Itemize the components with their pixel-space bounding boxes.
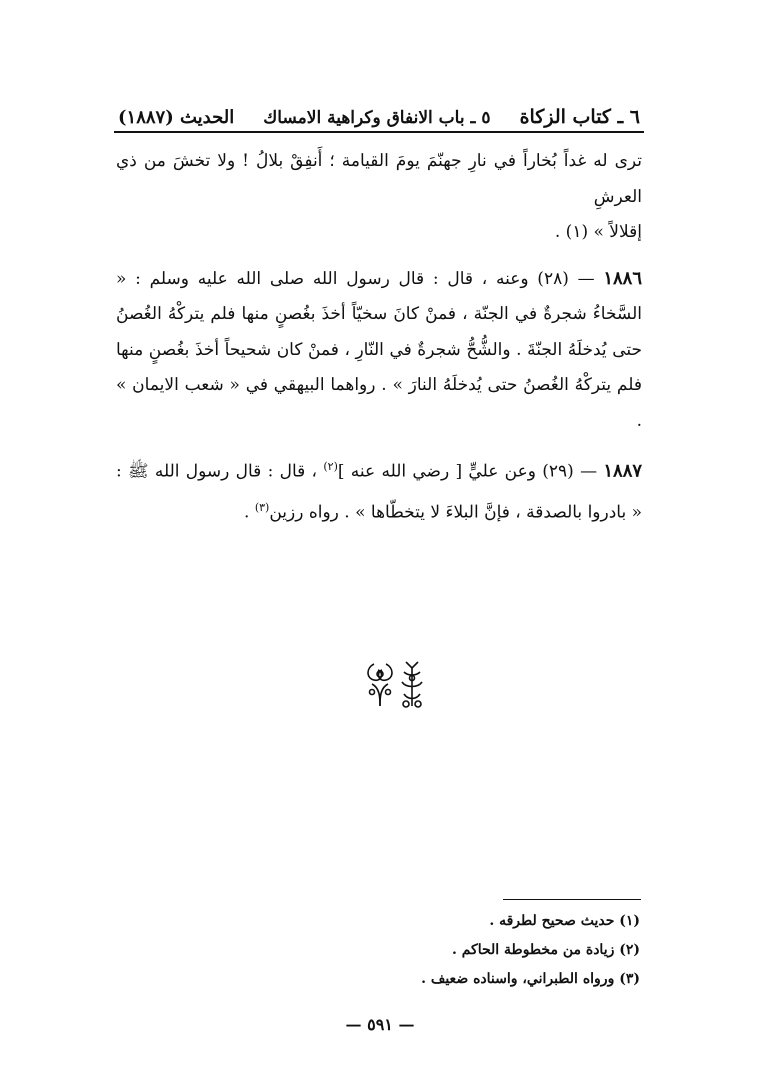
- footnote-2: (٢) زيادة من مخطوطة الحاكم .: [451, 942, 640, 958]
- footnote-ref-3: (٣): [254, 501, 270, 515]
- header-book-title: ٦ ـ كتاب الزكاة: [519, 106, 640, 128]
- hadith-1887-separator: —: [580, 461, 598, 482]
- hadith-1887-number: ١٨٨٧: [603, 460, 643, 482]
- hadith-1887-text-b: ، قال : قال رسول الله ﷺ : « بادروا بالصدقة ، فإنَّ البلاءَ لا يتخطّاها » . رواه رزين: [116, 461, 642, 523]
- header-rule: [114, 131, 644, 133]
- running-header: [118, 92, 640, 128]
- page-number: — ٥٩١ —: [345, 1015, 415, 1034]
- hadith-1886-separator: —: [577, 268, 595, 289]
- footnote-3: (٣) ورواه الطبراني، واسناده ضعيف .: [421, 971, 640, 987]
- header-hadith-number: الحديث (١٨٨٧): [118, 107, 235, 128]
- hadith-1887-text-a: (٢٩) وعن عليٍّ [ رضي الله عنه ]: [337, 461, 574, 482]
- hadith-1886: [116, 261, 642, 440]
- hadith-1887: [116, 449, 642, 531]
- footnote-ref-2: (٢): [323, 460, 338, 473]
- hadith-1886-number: ١٨٨٦: [603, 267, 642, 289]
- header-chapter-title: ٥ ـ باب الانفاق وكراهية الامساك: [263, 108, 491, 128]
- footnote-rule: [503, 899, 641, 900]
- footnotes: [340, 907, 640, 994]
- hadith-1886-text: (٢٨) وعنه ، قال : قال رسول الله صلى الله عليه وسلم : « السَّخاءُ شجرةٌ في الجنّة ، فمنْ كانَ سخيّاً أخذَ بغُصنٍ منها فلم يتركْهُ الغُصنُ حتى يُدخلَهُ الجنّةَ . والشُّحُّ شجرةٌ في النّارِ ، فمنْ كان شحيحاً أخذَ بغُصنٍ منها فلم يتركْهُ الغُصنُ حتى يُدخلَهُ النارَ » . رواهما البيهقي في « شعب الايمان » .: [116, 268, 642, 431]
- section-end-ornament-icon: [362, 658, 436, 710]
- hadith-1887-text-c: .: [244, 502, 250, 523]
- footnote-1: (١) حديث صحيح لطرقه .: [489, 913, 640, 929]
- main-text: [116, 144, 642, 531]
- continuation-line-1: ترى له غداً بُخاراً في نارِ جهنّمَ يومَ القيامة ؛ أَنفِقْ بلالُ ! ولا تخشَ من ذي العرشِ: [116, 151, 642, 207]
- continuation-line-2: إقلالاً » (١) .: [554, 222, 642, 242]
